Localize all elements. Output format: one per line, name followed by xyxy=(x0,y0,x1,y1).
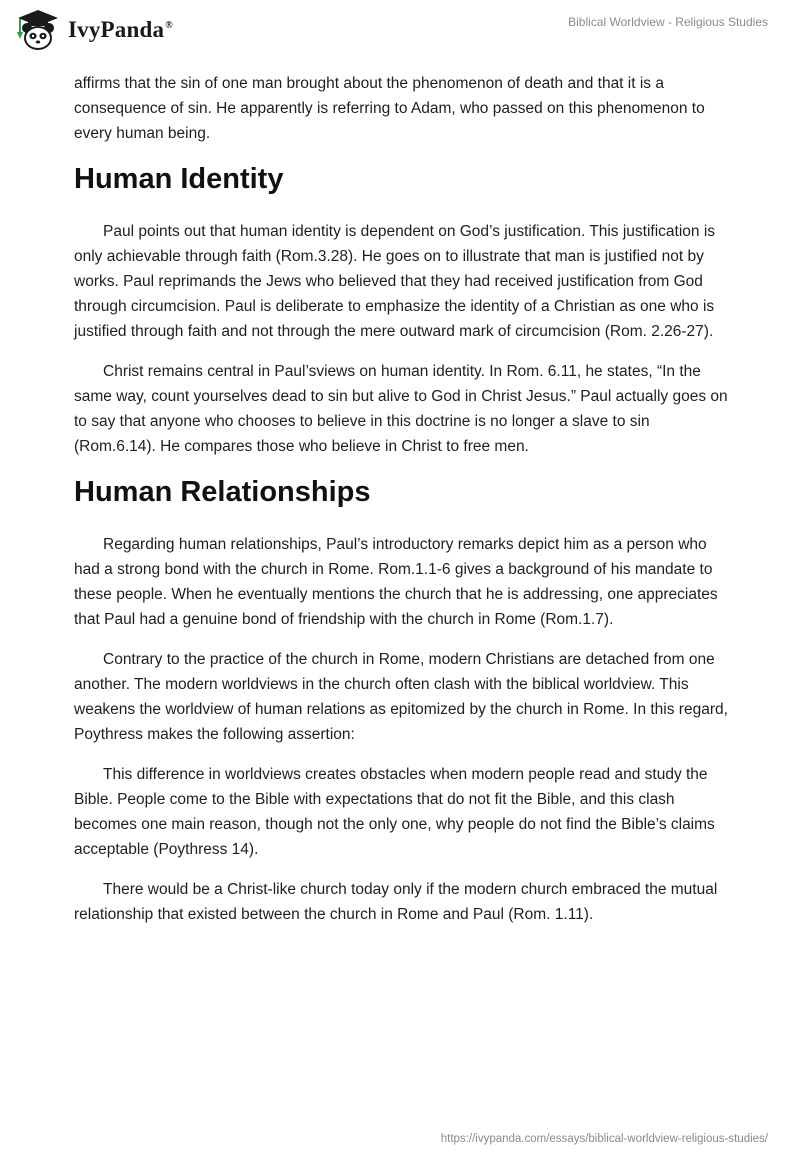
paragraph: Paul points out that human identity is dependent on God’s justification. This justification is only achievable through faith (Rom.3.28). He goes on to illustrate that man is justified not by works. Paul reprimands the Jews who believed that they had received justification from God through circumcision. Paul is deliberate to emphasize the identity of a Christian as one who is justified through faith and not through the mere outward mark of circumcision (Rom. 2.26-27). xyxy=(74,223,716,340)
paragraph: Christ remains central in Paul’sviews on human identity. In Rom. 6.11, he states, “In the same way, count yourselves dead to sin but alive to God in Christ Jesus.” Paul actually goes on to say that anyone who chooses to believe in this doctrine is no longer a slave to sin (Rom.6.14). He compares those who believe in Christ to free men. xyxy=(74,363,728,455)
paragraph: Regarding human relationships, Paul’s introductory remarks depict him as a person who had a strong bond with the church in Rome. Rom.1.1-6 gives a background of his mandate to these people. When he eventually mentions the church that he is addressing, one appreciates that Paul had a genuine bond of friendship with the church in Rome (Rom.1.7). xyxy=(74,536,718,628)
section-heading-human-relationships: Human Relationships xyxy=(74,476,371,508)
block-quote-paragraph: This difference in worldviews creates obstacles when modern people read and study the Bible. People come to the Bible with expectations that do not fit the Bible, and this clash becomes one main reason, though not the only one, why people do not find the Bible’s claims acceptable (Poythress 14). xyxy=(74,766,715,858)
page-header xyxy=(0,0,800,60)
document-title: Biblical Worldview - Religious Studies xyxy=(568,15,768,29)
section-heading-human-identity: Human Identity xyxy=(74,163,284,195)
source-url[interactable]: https://ivypanda.com/essays/biblical-worldview-religious-studies/ xyxy=(440,1133,768,1145)
brand-logo[interactable] xyxy=(14,8,173,52)
paragraph: Contrary to the practice of the church in Rome, modern Christians are detached from one another. The modern worldviews in the church often clash with the biblical worldview. This weakens the worldview of human relations as epitomized by the church in Rome. In this regard, Poythress makes the following assertion: xyxy=(74,651,728,743)
paragraph: There would be a Christ-like church today only if the modern church embraced the mutual relationship that existed between the church in Rome and Paul (Rom. 1.11). xyxy=(74,881,718,923)
brand-name: IvyPanda® xyxy=(68,17,173,42)
panda-logo-icon xyxy=(14,8,62,52)
intro-paragraph: affirms that the sin of one man brought about the phenomenon of death and that it is a consequence of sin. He apparently is referring to Adam, who passed on this phenomenon to every human being. xyxy=(74,75,705,142)
essay-content xyxy=(74,71,734,942)
